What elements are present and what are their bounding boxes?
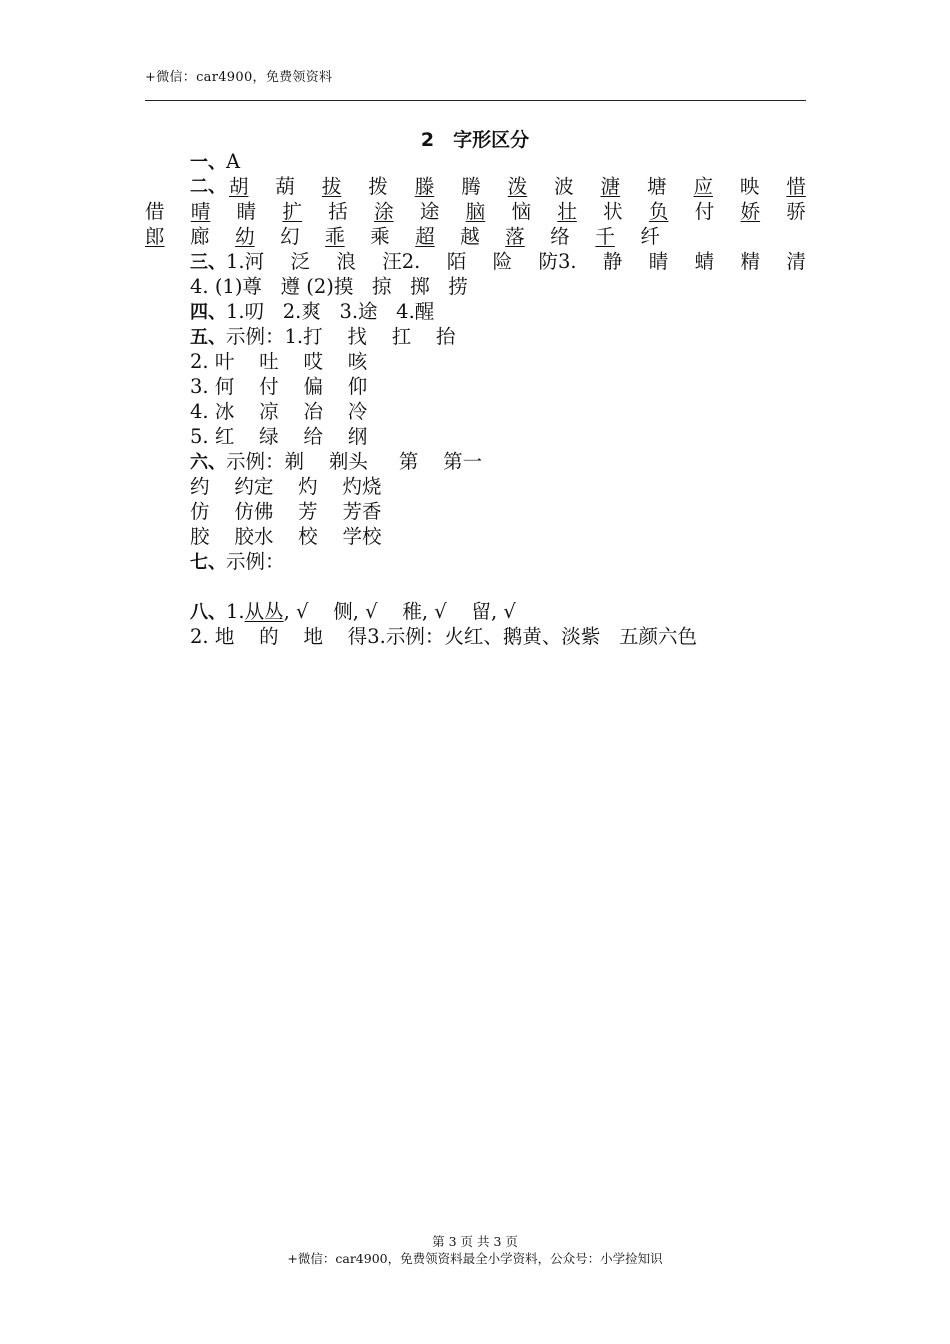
sec5-item: 5.: [190, 425, 209, 448]
sec3-item: 清: [786, 250, 806, 273]
char-cell: 付: [694, 200, 715, 223]
sec8-item: 稚, √: [402, 600, 447, 623]
sec6-prefix: 示例：: [226, 450, 285, 473]
sec3-item: (1)尊: [214, 275, 262, 298]
section-7-marker: 七、: [190, 552, 226, 573]
sec3-item: 汪2.: [382, 250, 421, 273]
char-cell: 涂: [374, 200, 394, 223]
sec8-item: 得3.: [347, 625, 386, 648]
sec8-item: 2.: [190, 625, 209, 648]
section-5-row-1: [145, 324, 806, 349]
sec5-item: 找: [347, 325, 367, 348]
sec5-item: 咳: [347, 350, 368, 373]
sec5-item: 仰: [347, 375, 368, 398]
char-cell: 廊: [190, 225, 210, 248]
char-cell: 滕: [414, 175, 435, 198]
section-1: [145, 149, 806, 174]
sec6-item: 胶: [190, 525, 210, 548]
char-cell: 映: [739, 175, 760, 198]
sec8-underlined: 从丛: [244, 600, 284, 623]
sec5-item: 哎: [303, 350, 323, 373]
char-cell: 超: [415, 225, 435, 248]
char-cell: 负: [648, 200, 669, 223]
sec3-item: 捞: [448, 275, 468, 298]
section-5-marker: 五、: [190, 327, 226, 348]
sec5-item: 2.: [190, 350, 209, 373]
sec5-item: 冰: [214, 400, 235, 423]
sec5-item: 红: [214, 425, 235, 448]
sec5-item: 扛: [391, 325, 412, 348]
char-cell: 乖: [325, 225, 345, 248]
section-3-marker: 三、: [190, 252, 226, 273]
char-cell: 络: [550, 225, 570, 248]
section-2-row-2: [145, 199, 806, 224]
sec8-item: 五颜六色: [618, 625, 697, 648]
sec3-item: 蜻: [694, 250, 715, 273]
sec6-item: 约: [190, 475, 210, 498]
sec3-item: (2)摸: [306, 275, 354, 298]
section-6-row-4: [145, 524, 806, 549]
sec8-item: 的: [259, 625, 279, 648]
section-1-answer: A: [226, 150, 241, 173]
sec3-item: 险: [492, 250, 513, 273]
sec4-item: 4.醒: [396, 300, 435, 323]
sec3-item: 掠: [372, 275, 392, 298]
char-cell: 幼: [235, 225, 255, 248]
sec5-prefix: 示例：: [226, 325, 285, 348]
section-5-row-4: [145, 399, 806, 424]
sec6-item: 校: [298, 525, 318, 548]
sec3-item: 睛: [648, 250, 669, 273]
sec5-item: 3.: [190, 375, 209, 398]
section-5-row-2: [145, 349, 806, 374]
sec6-item: 胶水: [234, 525, 274, 548]
char-cell: 溏: [600, 175, 621, 198]
sec5-item: 偏: [303, 375, 323, 398]
page-title: 2 字形区分: [420, 129, 530, 151]
char-cell: 越: [460, 225, 480, 248]
sec3-item: 防3.: [538, 250, 577, 273]
sec5-item: 凉: [259, 400, 279, 423]
sec6-item: 第一: [443, 450, 483, 473]
section-6-row-2: [145, 474, 806, 499]
char-cell: 胡: [228, 175, 249, 198]
section-6-marker: 六、: [190, 452, 226, 473]
sec6-item: 仿: [190, 500, 210, 523]
char-cell: 塘: [647, 175, 667, 198]
char-cell: 拔: [321, 175, 342, 198]
section-6-row-3: [145, 499, 806, 524]
blank-line: [145, 574, 806, 599]
sec5-item: 付: [259, 375, 279, 398]
char-cell: 恼: [511, 200, 532, 223]
sec5-item: 吐: [259, 350, 279, 373]
sec6-item: 芳: [298, 500, 318, 523]
section-3-row-1: [145, 249, 806, 274]
sec4-item: 1.叨: [226, 300, 265, 323]
sec5-item: 给: [303, 425, 323, 448]
sec6-item: 学校: [342, 525, 382, 548]
sec6-item: 灼: [298, 475, 318, 498]
sec5-item: 1.打: [284, 325, 323, 348]
section-4: [145, 299, 806, 324]
sec6-item: 仿佛: [234, 500, 274, 523]
char-cell: 状: [603, 200, 623, 223]
sec5-item: 绿: [259, 425, 279, 448]
section-7: [145, 549, 806, 574]
sec8-item: , √: [283, 600, 309, 623]
section-2-row-3: [145, 224, 660, 249]
sec5-item: 冶: [303, 400, 323, 423]
char-cell: 波: [554, 175, 574, 198]
char-cell: 郎: [145, 225, 165, 248]
sec5-item: 何: [214, 375, 235, 398]
sec3-item: 4.: [190, 275, 209, 298]
char-cell: 腾: [461, 175, 481, 198]
char-cell: 幻: [280, 225, 300, 248]
char-cell: 惜: [786, 175, 806, 198]
section-3-row-2: [145, 274, 806, 299]
header-rule: [145, 100, 806, 101]
char-cell: 睛: [236, 200, 257, 223]
char-cell: 晴: [190, 200, 211, 223]
header-text: +微信：car4900，免费领资料: [145, 70, 333, 85]
char-cell: 泼: [507, 175, 528, 198]
sec5-item: 纲: [347, 425, 368, 448]
section-2-marker: 二、: [190, 176, 226, 197]
char-cell: 应: [693, 175, 713, 198]
sec6-item: 第: [398, 450, 419, 473]
section-1-marker: 一、: [190, 152, 226, 173]
sec3-item: 浪: [336, 250, 356, 273]
char-cell: 骄: [786, 200, 806, 223]
sec8-item: 侧, √: [333, 600, 378, 623]
sec5-item: 叶: [214, 350, 235, 373]
sec3-item: 掷: [410, 275, 430, 298]
sec6-item: 灼烧: [342, 475, 382, 498]
char-cell: 扩: [282, 200, 302, 223]
sec8-item: 示例：火红、鹅黄、淡紫: [385, 625, 601, 648]
sec5-item: 抬: [436, 325, 456, 348]
section-5-row-5: [145, 424, 806, 449]
sec8-item: 地: [214, 625, 235, 648]
char-cell: 葫: [275, 175, 295, 198]
char-cell: 脑: [465, 200, 486, 223]
sec3-item: 陌: [446, 250, 467, 273]
section-4-marker: 四、: [190, 302, 226, 323]
char-cell: 括: [328, 200, 348, 223]
char-cell: 落: [505, 225, 525, 248]
sec3-item: 遵: [280, 275, 301, 298]
char-cell: 壮: [557, 200, 577, 223]
char-cell: 娇: [740, 200, 761, 223]
char-cell: 千: [595, 225, 615, 248]
sec4-item: 2.爽: [282, 300, 321, 323]
section-5-row-3: [145, 374, 806, 399]
char-cell: 借: [145, 200, 165, 223]
sec3-item: 1.河: [226, 250, 265, 273]
sec5-item: 4.: [190, 400, 209, 423]
sec7-text: 示例：: [226, 550, 285, 573]
sec5-item: 冷: [347, 400, 368, 423]
char-cell: 途: [419, 200, 440, 223]
sec3-item: 精: [740, 250, 761, 273]
char-cell: 拨: [368, 175, 388, 198]
sec4-item: 3.途: [339, 300, 378, 323]
sec3-item: 静: [602, 250, 623, 273]
sec6-item: 剃头: [328, 450, 368, 473]
sec8-item: 地: [303, 625, 323, 648]
char-cell: 纤: [640, 225, 660, 248]
sec8-item: 留, √: [471, 600, 516, 623]
section-6-row-1: [145, 449, 806, 474]
sec6-item: 剃: [284, 450, 305, 473]
sec8-num: 1.: [226, 600, 245, 623]
sec6-item: 芳香: [342, 500, 382, 523]
answer-body: [145, 149, 806, 649]
sec3-item: 泛: [290, 250, 310, 273]
page-number: 第 3 页 共 3 页: [432, 1234, 518, 1249]
section-8-row-1: [145, 599, 806, 624]
section-8-row-2: [145, 624, 806, 649]
sec6-item: 约定: [234, 475, 274, 498]
char-cell: 乘: [370, 225, 390, 248]
section-2-row-1: [145, 174, 806, 199]
section-8-marker: 八、: [190, 602, 226, 623]
footer-text: +微信：car4900，免费领资料最全小学资料，公众号：小学捡知识: [287, 1251, 663, 1266]
